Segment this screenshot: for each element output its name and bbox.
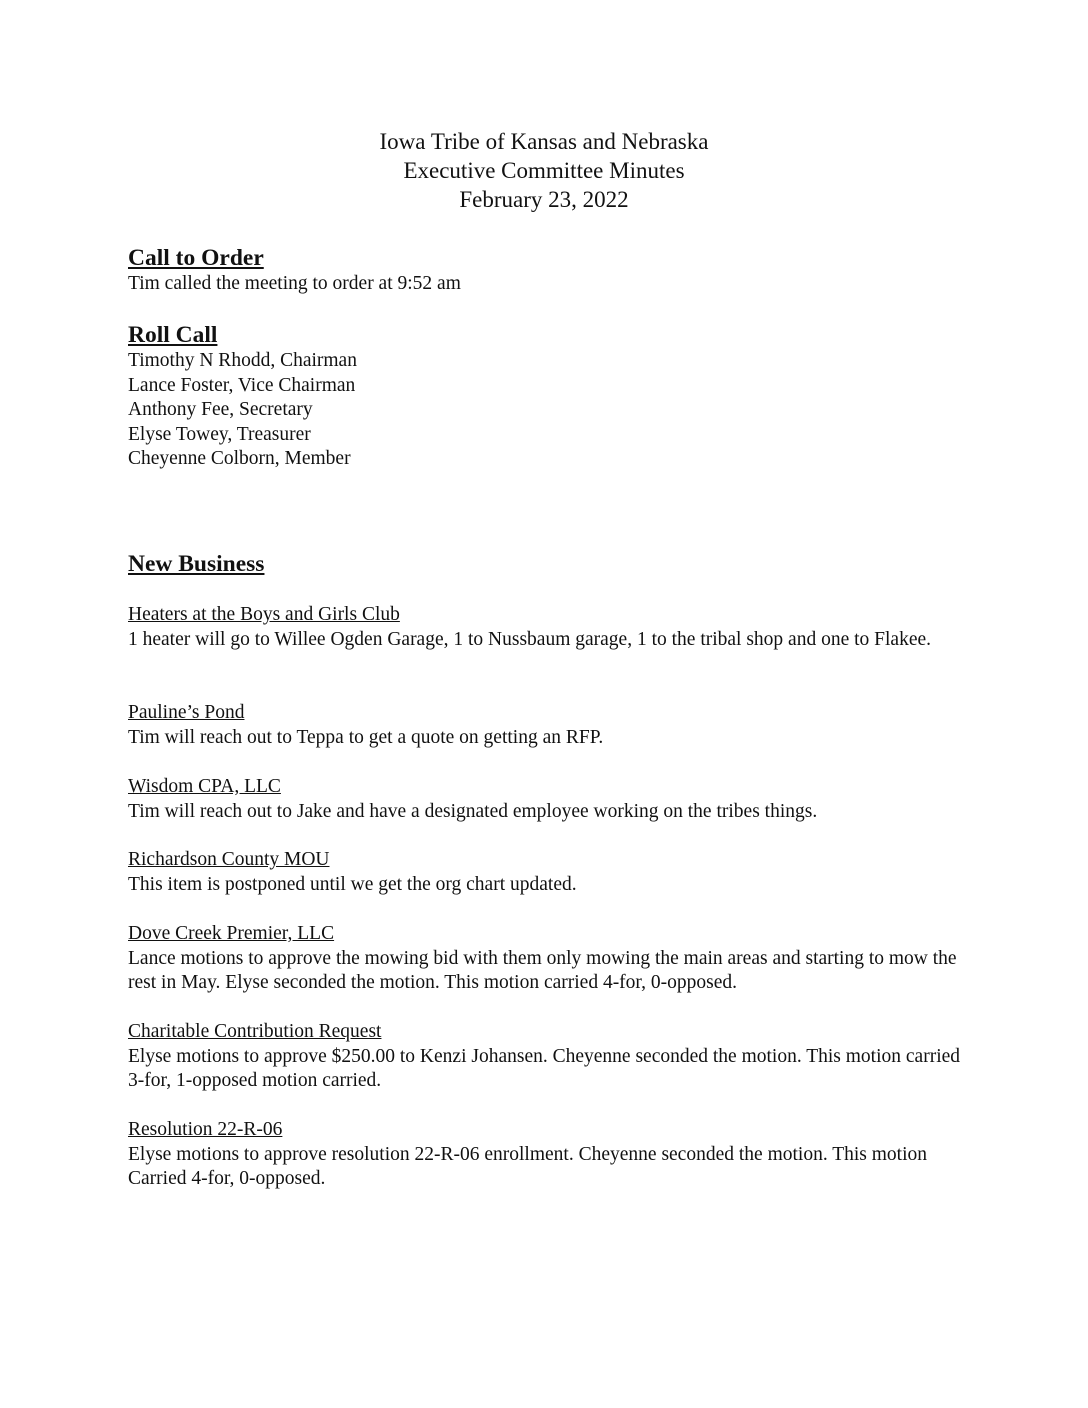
roll-call-section	[128, 321, 968, 472]
roll-call-member: Lance Foster, Vice Chairman	[128, 374, 356, 396]
business-item-title: Charitable Contribution Request	[128, 1021, 382, 1042]
new-business-heading: New Business	[128, 551, 265, 577]
new-business-heading-block	[128, 550, 968, 578]
roll-call-member: Elyse Towey, Treasurer	[128, 423, 311, 445]
business-item-title: Dove Creek Premier, LLC	[128, 923, 335, 944]
business-item-text: This item is postponed until we get the org chart updated.	[128, 873, 577, 895]
business-item-text: 1 heater will go to Willee Ogden Garage, 1 to Nussbaum garage, 1 to the tribal shop and one to Flakee.	[128, 628, 932, 650]
business-item-title: Resolution 22-R-06	[128, 1119, 283, 1140]
business-item-title: Richardson County MOU	[128, 849, 330, 870]
business-item	[128, 922, 968, 996]
business-item-text: Elyse motions to approve $250.00 to Kenzi Johansen. Cheyenne seconded the motion. This motion carried 3-for, 1-opposed motion carried.	[128, 1045, 961, 1091]
business-item	[128, 775, 968, 824]
call-to-order-section	[128, 244, 968, 297]
roll-call-member: Cheyenne Colborn, Member	[128, 448, 351, 469]
business-item	[128, 701, 968, 750]
call-to-order-text: Tim called the meeting to order at 9:52 am	[128, 273, 461, 294]
organization-name: Iowa Tribe of Kansas and Nebraska	[379, 129, 709, 154]
business-item	[128, 603, 968, 652]
business-item	[128, 848, 968, 897]
document-title: Executive Committee Minutes	[403, 158, 685, 183]
business-item-text: Elyse motions to approve resolution 22-R-06 enrollment. Cheyenne seconded the motion. This motion Carried 4-for, 0-opposed.	[128, 1143, 928, 1189]
roll-call-member: Anthony Fee, Secretary	[128, 399, 313, 420]
document-header	[0, 127, 1088, 214]
business-item-title: Pauline’s Pond	[128, 702, 245, 723]
roll-call-member: Timothy N Rhodd, Chairman	[128, 350, 357, 371]
business-item-title: Heaters at the Boys and Girls Club	[128, 604, 400, 625]
business-item-text: Tim will reach out to Teppa to get a quote on getting an RFP.	[128, 726, 604, 748]
roll-call-heading: Roll Call	[128, 322, 218, 348]
meeting-date: February 23, 2022	[459, 187, 629, 212]
business-item-text: Lance motions to approve the mowing bid with them only mowing the main areas and starting to mow the rest in May. Elyse seconded the motion. This motion carried 4-for, 0-opposed.	[128, 947, 957, 993]
business-item	[128, 1118, 968, 1192]
business-item-text: Tim will reach out to Jake and have a designated employee working on the tribes things.	[128, 800, 818, 822]
business-item	[128, 1020, 968, 1094]
call-to-order-heading: Call to Order	[128, 245, 264, 271]
business-item-title: Wisdom CPA, LLC	[128, 776, 281, 797]
